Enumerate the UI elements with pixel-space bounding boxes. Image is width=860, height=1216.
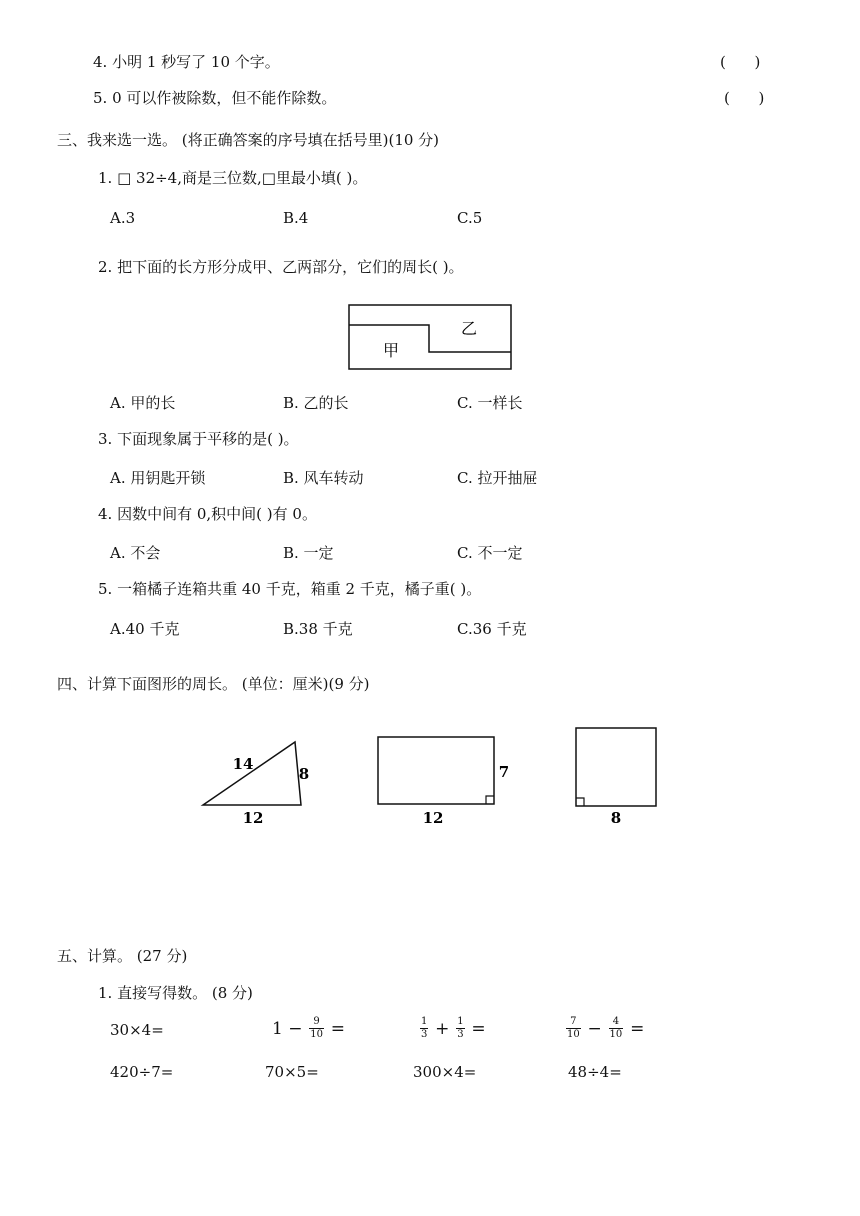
calc-4-num-1: 7 (566, 1016, 581, 1029)
judge-q4-text: 4. 小明 1 秒写了 10 个字。 (93, 53, 280, 71)
calc-4-num-2: 4 (609, 1016, 624, 1029)
s3-q2-option-c[interactable]: C. 一样长 (457, 394, 523, 412)
s3-q3-option-c[interactable]: C. 拉开抽屉 (457, 469, 538, 487)
s3-q2-option-b[interactable]: B. 乙的长 (283, 394, 349, 412)
calc-item-1: 30×4= (110, 1021, 164, 1039)
s5-sub1-heading: 1. 直接写得数。 (8 分) (98, 984, 253, 1002)
triangle-label-left: 14 (232, 755, 254, 773)
calc-item-5: 420÷7= (110, 1063, 174, 1081)
calc-4-op: − (587, 1018, 602, 1039)
s3-q2-text: 2. 把下面的长方形分成甲、乙两部分，它们的周长( )。 (98, 258, 464, 276)
square-label-side: 8 (610, 809, 622, 827)
calc-item-6: 70×5= (265, 1063, 319, 1081)
rectangle-label-width: 12 (422, 809, 444, 827)
s3-q4-option-c[interactable]: C. 不一定 (457, 544, 523, 562)
calc-3-fraction-2 (456, 1016, 464, 1041)
s3-q2-option-a[interactable]: A. 甲的长 (110, 394, 176, 412)
rectangle-label-height: 7 (498, 763, 510, 781)
triangle-label-right: 8 (298, 765, 310, 783)
label-yi: 乙 (460, 319, 478, 338)
calc-4-fraction-1 (566, 1016, 581, 1041)
triangle-label-base: 12 (242, 809, 264, 827)
s3-q3-option-a[interactable]: A. 用钥匙开锁 (110, 469, 206, 487)
triangle-figure (195, 735, 315, 830)
rectangle-figure (370, 730, 515, 830)
s3-q3-text: 3. 下面现象属于平移的是( )。 (98, 430, 299, 448)
s3-q1-option-b[interactable]: B.4 (283, 209, 309, 227)
judge-q5-answer-blank[interactable]: ( ) (724, 89, 765, 107)
s3-q1-option-a[interactable]: A.3 (110, 209, 136, 227)
calc-2-den: 10 (310, 1029, 323, 1040)
calc-4-den-2: 10 (609, 1029, 623, 1040)
calc-item-3 (420, 1016, 488, 1041)
calc-item-8: 48÷4= (568, 1063, 622, 1081)
divided-rectangle-figure (345, 300, 515, 374)
calc-4-equals: = (630, 1018, 645, 1039)
calc-2-lead: 1 − (272, 1018, 303, 1039)
calc-4-den-1: 10 (567, 1029, 580, 1040)
calc-2-equals: = (330, 1018, 346, 1039)
calc-3-den-2: 3 (457, 1029, 464, 1040)
s3-q1-option-c[interactable]: C.5 (457, 209, 483, 227)
calc-item-2 (270, 1016, 347, 1041)
s3-q5-text: 5. 一箱橘子连箱共重 40 千克，箱重 2 千克，橘子重( )。 (98, 580, 482, 598)
calc-3-op: + (435, 1018, 450, 1039)
section5-heading: 五、计算。 (27 分) (57, 947, 188, 965)
section4-heading: 四、计算下面图形的周长。 (单位：厘米)(9 分) (57, 675, 370, 693)
calc-3-fraction-1 (420, 1016, 428, 1041)
calc-3-den-1: 3 (421, 1029, 428, 1040)
s3-q5-option-a[interactable]: A.40 千克 (110, 620, 180, 638)
calc-2-num: 9 (309, 1016, 324, 1029)
calc-item-4 (566, 1016, 646, 1041)
square-figure (568, 722, 668, 828)
section3-heading: 三、我来选一选。 (将正确答案的序号填在括号里)(10 分) (57, 131, 440, 149)
calc-item-7: 300×4= (413, 1063, 477, 1081)
s3-q1-text: 1. □ 32÷4,商是三位数,□里最小填( )。 (98, 169, 368, 187)
calc-3-num-1: 1 (421, 1016, 428, 1027)
judge-q5-text: 5. 0 可以作被除数，但不能作除数。 (93, 89, 337, 107)
s3-q4-option-a[interactable]: A. 不会 (110, 544, 161, 562)
calc-3-equals: = (471, 1018, 486, 1039)
s3-q5-option-b[interactable]: B.38 千克 (283, 620, 353, 638)
label-jia: 甲 (382, 341, 400, 360)
calc-3-num-2: 1 (457, 1016, 464, 1027)
s3-q4-option-b[interactable]: B. 一定 (283, 544, 334, 562)
calc-4-fraction-2 (609, 1016, 624, 1041)
s3-q5-option-c[interactable]: C.36 千克 (457, 620, 527, 638)
s3-q3-option-b[interactable]: B. 风车转动 (283, 469, 364, 487)
s3-q4-text: 4. 因数中间有 0,积中间( )有 0。 (98, 505, 317, 523)
judge-q4-answer-blank[interactable]: ( ) (720, 53, 761, 71)
calc-2-fraction (309, 1016, 324, 1041)
